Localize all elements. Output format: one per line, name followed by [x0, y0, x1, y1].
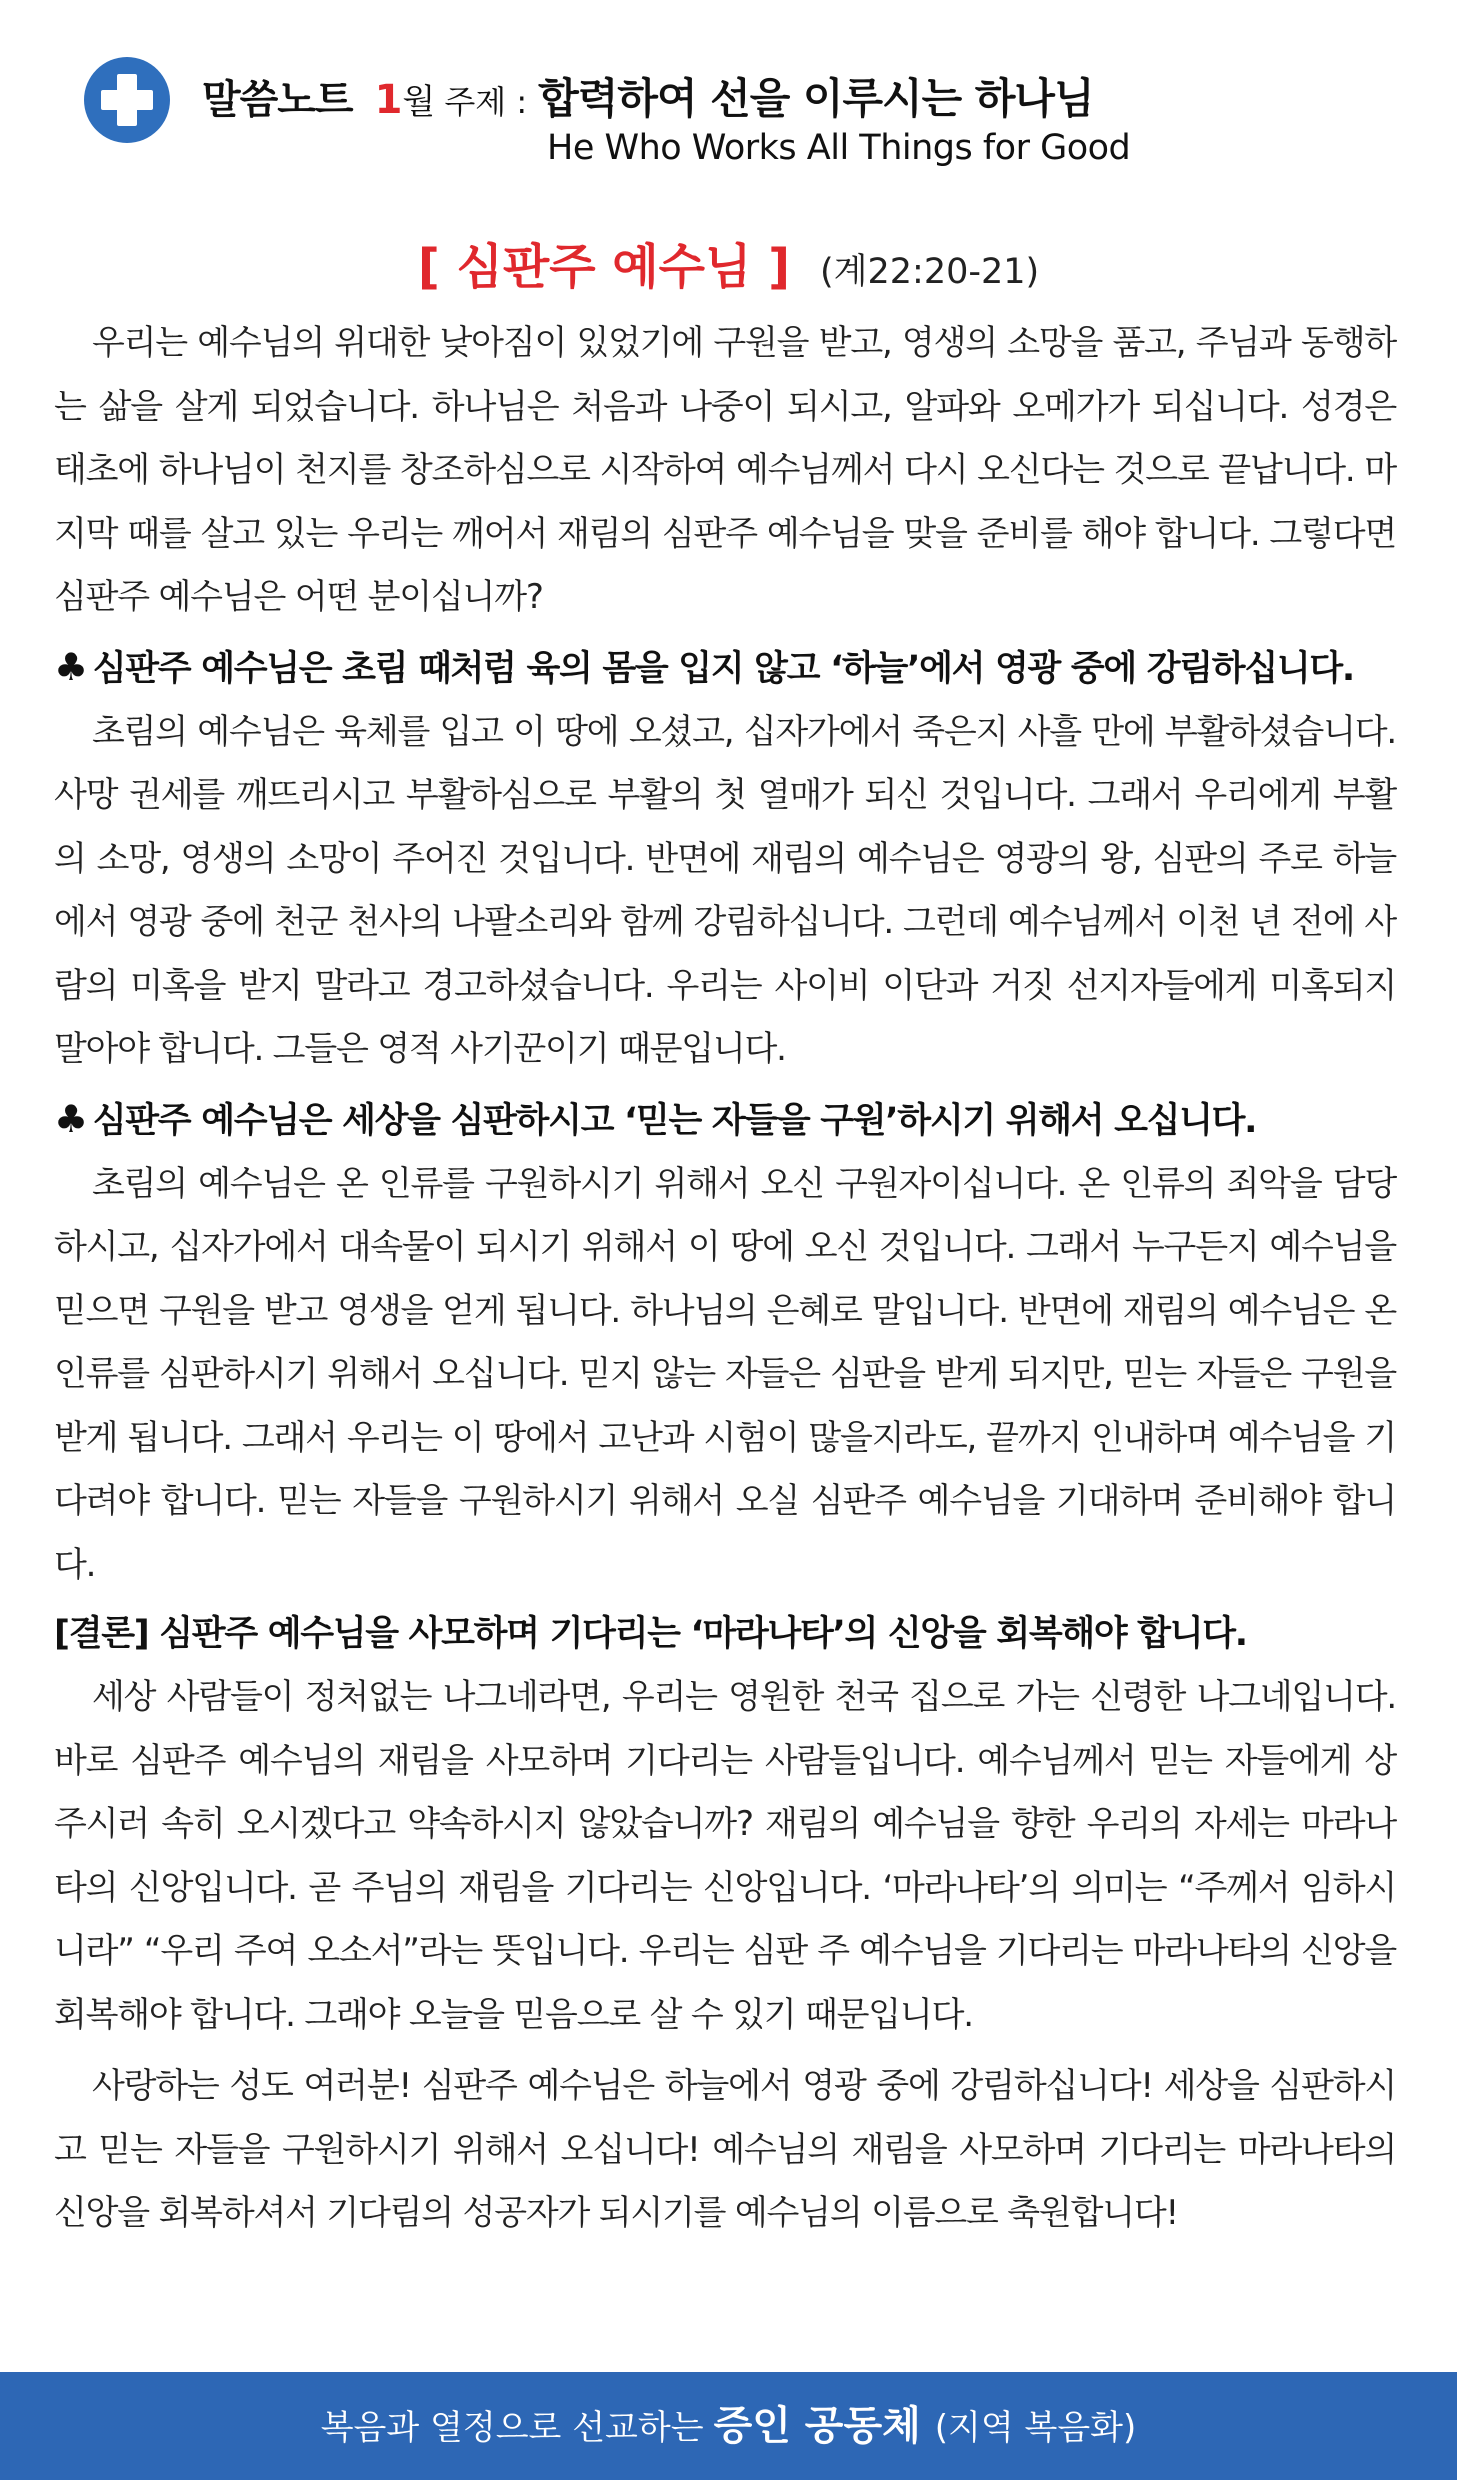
scripture-reference: (계22:20-21) — [820, 252, 1040, 292]
conclusion-heading: [결론] 심판주 예수님을 사모하며 기다리는 ‘마라나타’의 신앙을 회복해야 합니다. — [54, 1614, 1247, 1654]
sermon-body — [54, 312, 1396, 2246]
footer-community-name: 증인 공동체 — [713, 2403, 921, 2449]
footer-banner — [0, 2372, 1457, 2480]
section-2-heading-text: 심판주 예수님은 세상을 심판하시고 ‘믿는 자들을 구원’하시기 위해서 오십니다. — [92, 1100, 1257, 1141]
sermon-title-block — [0, 228, 1457, 297]
series-title — [202, 66, 1094, 126]
closing-paragraph: 사랑하는 성도 여러분! 심판주 예수님은 하늘에서 영광 중에 강림하십니다! 세상을 심판하시고 믿는 자들을 구원하시기 위해서 오십니다! 예수님의 재림을 사모하며 기다리는 마라나타의 신앙을 회복하셔서 기다림의 성공자가 되시기를 예수님의 이름으로 축원합니다! — [54, 2066, 1396, 2233]
month-number: 1 — [374, 77, 403, 123]
footer-prefix: 복음과 열정으로 선교하는 — [320, 2408, 704, 2448]
cross-logo-icon — [84, 57, 170, 143]
section-2-heading — [54, 1088, 1396, 1153]
monthly-topic-english: He Who Works All Things for Good — [547, 128, 1131, 168]
section-2-paragraph: 초림의 예수님은 온 인류를 구원하시기 위해서 오신 구원자이십니다. 온 인류의 죄악을 담당하시고, 십자가에서 대속물이 되시기 위해서 이 땅에 오신 것입니다. 그래서 누구든지 예수님을 믿으면 구원을 받고 영생을 얻게 됩니다. 하나님의 은혜로 말입니다. 반면에 재림의 예수님은 온 인류를 심판하시기 위해서 오십니다. 믿지 않는 자들은 심판을 받게 되지만, 믿는 자들은 구원을 받게 됩니다. 그래서 우리는 이 땅에서 고난과 시험이 많을지라도, 끝까지 인내하며 예수님을 기다려야 합니다. 믿는 자들을 구원하시기 위해서 오실 심판주 예수님을 기대하며 준비해야 합니다. — [54, 1163, 1396, 1585]
section-1-heading-text: 심판주 예수님은 초림 때처럼 육의 몸을 입지 않고 ‘하늘’에서 영광 중에 강림하십니다. — [92, 648, 1354, 689]
conclusion-paragraph: 세상 사람들이 정처없는 나그네라면, 우리는 영원한 천국 집으로 가는 신령한 나그네입니다. 바로 심판주 예수님의 재림을 사모하며 기다리는 사람들입니다. 예수님께서 믿는 자들에게 상 주시러 속히 오시겠다고 약속하시지 않았습니까? 재림의 예수님을 향한 우리의 자세는 마라나타의 신앙입니다. 곧 주님의 재림을 기다리는 신앙입니다. ‘마라나타’의 의미는 “주께서 임하시니라” “우리 주여 오소서”라는 뜻입니다. 우리는 심판 주 예수님을 기다리는 마라나타의 신앙을 회복해야 합니다. 그래야 오늘을 믿음으로 살 수 있기 때문입니다. — [54, 1677, 1396, 2035]
section-1-paragraph: 초림의 예수님은 육체를 입고 이 땅에 오셨고, 십자가에서 죽은지 사흘 만에 부활하셨습니다. 사망 권세를 깨뜨리시고 부활하심으로 부활의 첫 열매가 되신 것입니다. 그래서 우리에게 부활의 소망, 영생의 소망이 주어진 것입니다. 반면에 재림의 예수님은 영광의 왕, 심판의 주로 하늘에서 영광 중에 천군 천사의 나팔소리와 함께 강림하십니다. 그런데 예수님께서 이천 년 전에 사람의 미혹을 받지 말라고 경고하셨습니다. 우리는 사이비 이단과 거짓 선지자들에게 미혹되지 말아야 합니다. 그들은 영적 사기꾼이기 때문입니다. — [54, 711, 1396, 1069]
club-bullet-icon: ♣ — [54, 644, 87, 689]
month-word: 월 — [402, 82, 436, 122]
club-bullet-icon: ♣ — [54, 1096, 87, 1141]
topic-label: 주제 : — [444, 83, 528, 121]
series-name: 말씀노트 — [202, 77, 353, 123]
page-header — [0, 0, 1457, 210]
section-1-heading — [54, 636, 1396, 701]
sermon-title: [ 심판주 예수님 ] — [417, 239, 791, 295]
monthly-topic: 합력하여 선을 이루시는 하나님 — [538, 74, 1094, 123]
footer-suffix: (지역 복음화) — [934, 2408, 1137, 2448]
intro-paragraph: 우리는 예수님의 위대한 낮아짐이 있었기에 구원을 받고, 영생의 소망을 품고, 주님과 동행하는 삶을 살게 되었습니다. 하나님은 처음과 나중이 되시고, 알파와 오메가가 되십니다. 성경은 태초에 하나님이 천지를 창조하심으로 시작하여 예수님께서 다시 오신다는 것으로 끝납니다. 마지막 때를 살고 있는 우리는 깨어서 재림의 심판주 예수님을 맞을 준비를 해야 합니다. 그렇다면 심판주 예수님은 어떤 분이십니까? — [54, 323, 1396, 617]
